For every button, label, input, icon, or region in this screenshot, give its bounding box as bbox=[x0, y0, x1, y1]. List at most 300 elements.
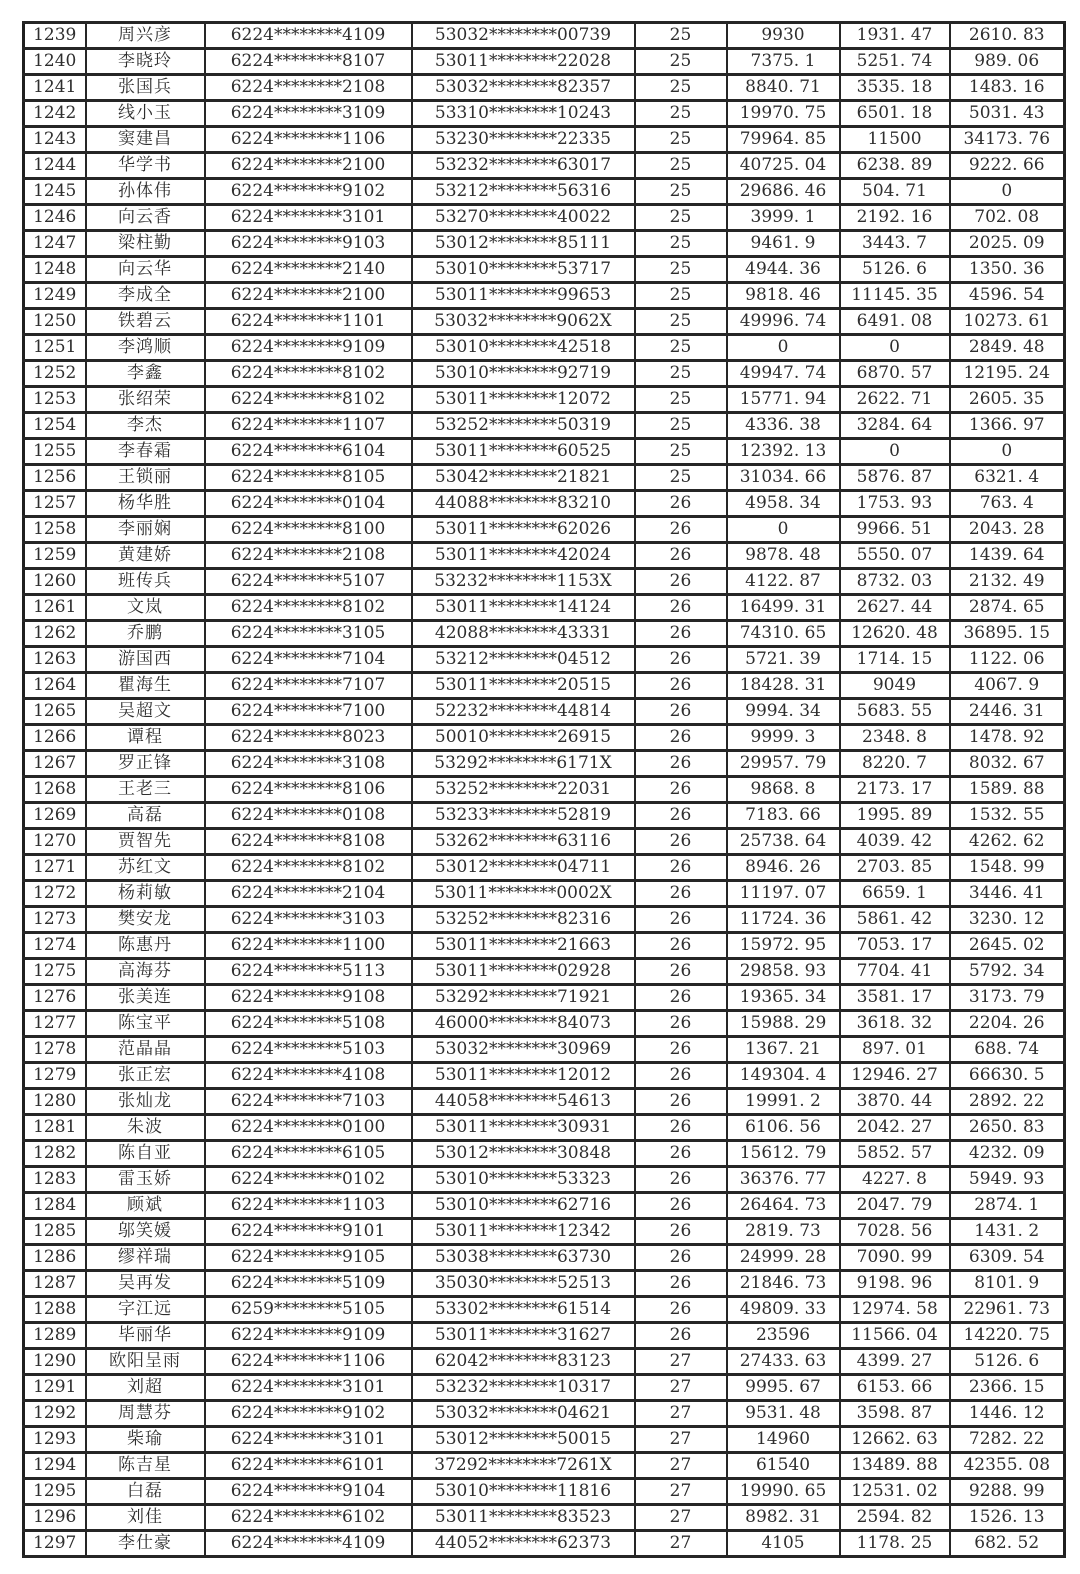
cell-name: 高磊 bbox=[86, 803, 205, 829]
cell-name: 黄建娇 bbox=[86, 543, 205, 569]
cell-index: 1293 bbox=[24, 1427, 86, 1453]
cell-amount1: 15988. 29 bbox=[727, 1011, 840, 1037]
cell-day: 26 bbox=[635, 1193, 727, 1219]
cell-name: 朱波 bbox=[86, 1115, 205, 1141]
cell-id_number: 53011********12072 bbox=[412, 387, 635, 413]
cell-name: 谭程 bbox=[86, 725, 205, 751]
cell-index: 1270 bbox=[24, 829, 86, 855]
cell-amount2: 9049 bbox=[840, 673, 950, 699]
cell-amount1: 31034. 66 bbox=[727, 465, 840, 491]
cell-day: 25 bbox=[635, 465, 727, 491]
cell-card_number: 6224********1100 bbox=[205, 933, 412, 959]
cell-amount2: 2348. 8 bbox=[840, 725, 950, 751]
cell-card_number: 6224********8107 bbox=[205, 49, 412, 75]
cell-amount2: 5550. 07 bbox=[840, 543, 950, 569]
cell-card_number: 6224********2140 bbox=[205, 257, 412, 283]
cell-amount3: 9222. 66 bbox=[950, 153, 1065, 179]
cell-id_number: 44052********62373 bbox=[412, 1531, 635, 1557]
cell-name: 张美连 bbox=[86, 985, 205, 1011]
cell-amount3: 12195. 24 bbox=[950, 361, 1065, 387]
cell-index: 1290 bbox=[24, 1349, 86, 1375]
table-row bbox=[24, 543, 1065, 569]
cell-index: 1246 bbox=[24, 205, 86, 231]
cell-amount2: 5251. 74 bbox=[840, 49, 950, 75]
cell-index: 1239 bbox=[24, 23, 86, 49]
cell-amount1: 8946. 26 bbox=[727, 855, 840, 881]
cell-index: 1249 bbox=[24, 283, 86, 309]
cell-amount2: 1995. 89 bbox=[840, 803, 950, 829]
cell-name: 线小玉 bbox=[86, 101, 205, 127]
cell-index: 1278 bbox=[24, 1037, 86, 1063]
cell-amount1: 5721. 39 bbox=[727, 647, 840, 673]
cell-amount3: 2025. 09 bbox=[950, 231, 1065, 257]
table-container bbox=[22, 21, 1066, 1558]
cell-card_number: 6224********2100 bbox=[205, 283, 412, 309]
cell-amount2: 11500 bbox=[840, 127, 950, 153]
cell-card_number: 6224********3108 bbox=[205, 751, 412, 777]
table-row bbox=[24, 569, 1065, 595]
cell-day: 25 bbox=[635, 75, 727, 101]
cell-id_number: 53252********50319 bbox=[412, 413, 635, 439]
cell-index: 1292 bbox=[24, 1401, 86, 1427]
table-row bbox=[24, 1531, 1065, 1557]
table-row bbox=[24, 777, 1065, 803]
cell-amount3: 1526. 13 bbox=[950, 1505, 1065, 1531]
cell-name: 游国西 bbox=[86, 647, 205, 673]
cell-card_number: 6224********2108 bbox=[205, 75, 412, 101]
cell-amount1: 149304. 4 bbox=[727, 1063, 840, 1089]
cell-amount2: 897. 01 bbox=[840, 1037, 950, 1063]
cell-card_number: 6224********2104 bbox=[205, 881, 412, 907]
cell-amount1: 11724. 36 bbox=[727, 907, 840, 933]
cell-index: 1263 bbox=[24, 647, 86, 673]
cell-id_number: 53011********14124 bbox=[412, 595, 635, 621]
cell-index: 1296 bbox=[24, 1505, 86, 1531]
cell-name: 瞿海生 bbox=[86, 673, 205, 699]
cell-amount1: 8840. 71 bbox=[727, 75, 840, 101]
cell-index: 1254 bbox=[24, 413, 86, 439]
table-row bbox=[24, 205, 1065, 231]
cell-amount3: 763. 4 bbox=[950, 491, 1065, 517]
cell-amount3: 66630. 5 bbox=[950, 1063, 1065, 1089]
cell-amount3: 1478. 92 bbox=[950, 725, 1065, 751]
cell-day: 26 bbox=[635, 1063, 727, 1089]
cell-name: 贾智先 bbox=[86, 829, 205, 855]
cell-day: 25 bbox=[635, 127, 727, 153]
table-row bbox=[24, 257, 1065, 283]
cell-amount1: 9994. 34 bbox=[727, 699, 840, 725]
cell-amount1: 23596 bbox=[727, 1323, 840, 1349]
cell-index: 1273 bbox=[24, 907, 86, 933]
cell-id_number: 53011********60525 bbox=[412, 439, 635, 465]
cell-index: 1241 bbox=[24, 75, 86, 101]
table-row bbox=[24, 959, 1065, 985]
cell-index: 1297 bbox=[24, 1531, 86, 1557]
cell-amount1: 79964. 85 bbox=[727, 127, 840, 153]
cell-name: 樊安龙 bbox=[86, 907, 205, 933]
cell-amount1: 15771. 94 bbox=[727, 387, 840, 413]
cell-amount2: 5861. 42 bbox=[840, 907, 950, 933]
cell-day: 26 bbox=[635, 621, 727, 647]
cell-index: 1247 bbox=[24, 231, 86, 257]
table-row bbox=[24, 699, 1065, 725]
cell-name: 陈自亚 bbox=[86, 1141, 205, 1167]
cell-card_number: 6224********8102 bbox=[205, 361, 412, 387]
cell-index: 1253 bbox=[24, 387, 86, 413]
cell-name: 毕丽华 bbox=[86, 1323, 205, 1349]
cell-amount2: 5876. 87 bbox=[840, 465, 950, 491]
cell-id_number: 53252********82316 bbox=[412, 907, 635, 933]
cell-id_number: 62042********83123 bbox=[412, 1349, 635, 1375]
cell-amount2: 2594. 82 bbox=[840, 1505, 950, 1531]
cell-name: 乔鹏 bbox=[86, 621, 205, 647]
cell-amount3: 1431. 2 bbox=[950, 1219, 1065, 1245]
cell-index: 1267 bbox=[24, 751, 86, 777]
cell-name: 李鸿顺 bbox=[86, 335, 205, 361]
cell-amount2: 4039. 42 bbox=[840, 829, 950, 855]
cell-name: 刘佳 bbox=[86, 1505, 205, 1531]
cell-index: 1289 bbox=[24, 1323, 86, 1349]
table-row bbox=[24, 491, 1065, 517]
cell-day: 26 bbox=[635, 777, 727, 803]
cell-amount3: 2610. 83 bbox=[950, 23, 1065, 49]
cell-name: 王老三 bbox=[86, 777, 205, 803]
cell-amount1: 2819. 73 bbox=[727, 1219, 840, 1245]
cell-amount2: 5852. 57 bbox=[840, 1141, 950, 1167]
cell-amount2: 13489. 88 bbox=[840, 1453, 950, 1479]
table-row bbox=[24, 1297, 1065, 1323]
cell-card_number: 6224********7104 bbox=[205, 647, 412, 673]
cell-name: 张绍荣 bbox=[86, 387, 205, 413]
cell-id_number: 53302********61514 bbox=[412, 1297, 635, 1323]
cell-day: 26 bbox=[635, 1037, 727, 1063]
cell-amount2: 7090. 99 bbox=[840, 1245, 950, 1271]
cell-card_number: 6224********6105 bbox=[205, 1141, 412, 1167]
cell-amount3: 4596. 54 bbox=[950, 283, 1065, 309]
cell-amount1: 0 bbox=[727, 517, 840, 543]
table-row bbox=[24, 1505, 1065, 1531]
cell-day: 26 bbox=[635, 543, 727, 569]
cell-day: 25 bbox=[635, 179, 727, 205]
cell-card_number: 6224********1101 bbox=[205, 309, 412, 335]
cell-day: 25 bbox=[635, 231, 727, 257]
cell-index: 1262 bbox=[24, 621, 86, 647]
cell-amount2: 5126. 6 bbox=[840, 257, 950, 283]
cell-id_number: 53012********50015 bbox=[412, 1427, 635, 1453]
cell-name: 杨华胜 bbox=[86, 491, 205, 517]
cell-amount2: 3618. 32 bbox=[840, 1011, 950, 1037]
cell-card_number: 6224********3103 bbox=[205, 907, 412, 933]
cell-amount3: 702. 08 bbox=[950, 205, 1065, 231]
cell-amount1: 21846. 73 bbox=[727, 1271, 840, 1297]
cell-amount2: 3284. 64 bbox=[840, 413, 950, 439]
cell-amount3: 8032. 67 bbox=[950, 751, 1065, 777]
cell-amount1: 11197. 07 bbox=[727, 881, 840, 907]
cell-amount3: 2849. 48 bbox=[950, 335, 1065, 361]
cell-index: 1286 bbox=[24, 1245, 86, 1271]
cell-card_number: 6224********9108 bbox=[205, 985, 412, 1011]
cell-amount3: 1548. 99 bbox=[950, 855, 1065, 881]
cell-name: 白磊 bbox=[86, 1479, 205, 1505]
cell-amount3: 3446. 41 bbox=[950, 881, 1065, 907]
cell-day: 25 bbox=[635, 257, 727, 283]
table-row bbox=[24, 101, 1065, 127]
cell-amount3: 14220. 75 bbox=[950, 1323, 1065, 1349]
cell-amount1: 29957. 79 bbox=[727, 751, 840, 777]
cell-amount1: 4336. 38 bbox=[727, 413, 840, 439]
cell-name: 张国兵 bbox=[86, 75, 205, 101]
cell-card_number: 6224********9101 bbox=[205, 1219, 412, 1245]
cell-amount1: 1367. 21 bbox=[727, 1037, 840, 1063]
cell-amount3: 2605. 35 bbox=[950, 387, 1065, 413]
cell-id_number: 53230********22335 bbox=[412, 127, 635, 153]
table-row bbox=[24, 881, 1065, 907]
cell-amount3: 1483. 16 bbox=[950, 75, 1065, 101]
cell-amount1: 14960 bbox=[727, 1427, 840, 1453]
cell-amount3: 5126. 6 bbox=[950, 1349, 1065, 1375]
cell-index: 1250 bbox=[24, 309, 86, 335]
table-row bbox=[24, 803, 1065, 829]
cell-amount2: 12531. 02 bbox=[840, 1479, 950, 1505]
cell-day: 25 bbox=[635, 23, 727, 49]
cell-amount3: 22961. 73 bbox=[950, 1297, 1065, 1323]
cell-name: 周慧芬 bbox=[86, 1401, 205, 1427]
cell-name: 顾斌 bbox=[86, 1193, 205, 1219]
cell-id_number: 53270********40022 bbox=[412, 205, 635, 231]
cell-day: 26 bbox=[635, 985, 727, 1011]
cell-amount1: 3999. 1 bbox=[727, 205, 840, 231]
cell-index: 1261 bbox=[24, 595, 86, 621]
cell-name: 高海芬 bbox=[86, 959, 205, 985]
table-row bbox=[24, 1219, 1065, 1245]
cell-day: 27 bbox=[635, 1401, 727, 1427]
table-row bbox=[24, 933, 1065, 959]
cell-card_number: 6224********9103 bbox=[205, 231, 412, 257]
cell-id_number: 53032********30969 bbox=[412, 1037, 635, 1063]
cell-amount3: 3230. 12 bbox=[950, 907, 1065, 933]
cell-name: 陈宝平 bbox=[86, 1011, 205, 1037]
cell-amount2: 3870. 44 bbox=[840, 1089, 950, 1115]
cell-amount3: 1589. 88 bbox=[950, 777, 1065, 803]
cell-card_number: 6224********8023 bbox=[205, 725, 412, 751]
cell-amount3: 5792. 34 bbox=[950, 959, 1065, 985]
cell-name: 吴再发 bbox=[86, 1271, 205, 1297]
cell-id_number: 53032********9062X bbox=[412, 309, 635, 335]
cell-amount2: 1931. 47 bbox=[840, 23, 950, 49]
cell-amount2: 8220. 7 bbox=[840, 751, 950, 777]
cell-amount1: 4105 bbox=[727, 1531, 840, 1557]
cell-id_number: 53011********0002X bbox=[412, 881, 635, 907]
cell-amount2: 9198. 96 bbox=[840, 1271, 950, 1297]
cell-amount3: 8101. 9 bbox=[950, 1271, 1065, 1297]
cell-day: 26 bbox=[635, 751, 727, 777]
cell-amount3: 1532. 55 bbox=[950, 803, 1065, 829]
cell-day: 27 bbox=[635, 1453, 727, 1479]
cell-id_number: 53010********53323 bbox=[412, 1167, 635, 1193]
cell-amount2: 6659. 1 bbox=[840, 881, 950, 907]
cell-name: 李晓玲 bbox=[86, 49, 205, 75]
cell-id_number: 53212********04512 bbox=[412, 647, 635, 673]
table-row bbox=[24, 1167, 1065, 1193]
cell-amount1: 36376. 77 bbox=[727, 1167, 840, 1193]
cell-id_number: 53011********20515 bbox=[412, 673, 635, 699]
cell-id_number: 53262********63116 bbox=[412, 829, 635, 855]
cell-index: 1288 bbox=[24, 1297, 86, 1323]
cell-index: 1244 bbox=[24, 153, 86, 179]
cell-index: 1259 bbox=[24, 543, 86, 569]
cell-card_number: 6224********5113 bbox=[205, 959, 412, 985]
cell-id_number: 53012********30848 bbox=[412, 1141, 635, 1167]
cell-index: 1272 bbox=[24, 881, 86, 907]
cell-index: 1291 bbox=[24, 1375, 86, 1401]
cell-index: 1269 bbox=[24, 803, 86, 829]
cell-amount3: 6309. 54 bbox=[950, 1245, 1065, 1271]
cell-card_number: 6224********1106 bbox=[205, 127, 412, 153]
cell-amount1: 19990. 65 bbox=[727, 1479, 840, 1505]
cell-day: 26 bbox=[635, 1115, 727, 1141]
table-row bbox=[24, 179, 1065, 205]
table-row bbox=[24, 595, 1065, 621]
cell-amount2: 2192. 16 bbox=[840, 205, 950, 231]
cell-index: 1282 bbox=[24, 1141, 86, 1167]
cell-name: 杨莉敏 bbox=[86, 881, 205, 907]
cell-index: 1287 bbox=[24, 1271, 86, 1297]
table-row bbox=[24, 309, 1065, 335]
cell-amount1: 9930 bbox=[727, 23, 840, 49]
cell-amount2: 1714. 15 bbox=[840, 647, 950, 673]
cell-card_number: 6259********5105 bbox=[205, 1297, 412, 1323]
cell-amount2: 6491. 08 bbox=[840, 309, 950, 335]
cell-amount3: 989. 06 bbox=[950, 49, 1065, 75]
cell-amount3: 9288. 99 bbox=[950, 1479, 1065, 1505]
cell-name: 陈吉星 bbox=[86, 1453, 205, 1479]
table-row bbox=[24, 1323, 1065, 1349]
cell-day: 25 bbox=[635, 361, 727, 387]
cell-amount1: 7375. 1 bbox=[727, 49, 840, 75]
cell-amount2: 12974. 58 bbox=[840, 1297, 950, 1323]
cell-name: 李鑫 bbox=[86, 361, 205, 387]
cell-id_number: 53011********12342 bbox=[412, 1219, 635, 1245]
cell-index: 1277 bbox=[24, 1011, 86, 1037]
cell-amount1: 29686. 46 bbox=[727, 179, 840, 205]
cell-card_number: 6224********9105 bbox=[205, 1245, 412, 1271]
table-row bbox=[24, 855, 1065, 881]
cell-id_number: 53011********30931 bbox=[412, 1115, 635, 1141]
cell-day: 25 bbox=[635, 413, 727, 439]
cell-name: 字江远 bbox=[86, 1297, 205, 1323]
cell-amount1: 9995. 67 bbox=[727, 1375, 840, 1401]
table-row bbox=[24, 335, 1065, 361]
cell-index: 1245 bbox=[24, 179, 86, 205]
cell-amount3: 4262. 62 bbox=[950, 829, 1065, 855]
cell-index: 1280 bbox=[24, 1089, 86, 1115]
cell-day: 26 bbox=[635, 959, 727, 985]
cell-day: 26 bbox=[635, 647, 727, 673]
cell-amount1: 29858. 93 bbox=[727, 959, 840, 985]
cell-card_number: 6224********5107 bbox=[205, 569, 412, 595]
table-row bbox=[24, 621, 1065, 647]
cell-amount2: 0 bbox=[840, 439, 950, 465]
cell-id_number: 53011********02928 bbox=[412, 959, 635, 985]
cell-card_number: 6224********7100 bbox=[205, 699, 412, 725]
cell-amount2: 12662. 63 bbox=[840, 1427, 950, 1453]
cell-amount3: 682. 52 bbox=[950, 1531, 1065, 1557]
cell-day: 26 bbox=[635, 1219, 727, 1245]
cell-amount3: 0 bbox=[950, 439, 1065, 465]
cell-id_number: 53010********42518 bbox=[412, 335, 635, 361]
cell-index: 1274 bbox=[24, 933, 86, 959]
cell-id_number: 44088********83210 bbox=[412, 491, 635, 517]
cell-amount2: 2047. 79 bbox=[840, 1193, 950, 1219]
cell-amount1: 9878. 48 bbox=[727, 543, 840, 569]
cell-index: 1294 bbox=[24, 1453, 86, 1479]
cell-day: 26 bbox=[635, 1323, 727, 1349]
cell-day: 26 bbox=[635, 1245, 727, 1271]
cell-name: 柴瑜 bbox=[86, 1427, 205, 1453]
cell-name: 王锁丽 bbox=[86, 465, 205, 491]
cell-amount2: 1178. 25 bbox=[840, 1531, 950, 1557]
cell-amount1: 27433. 63 bbox=[727, 1349, 840, 1375]
cell-card_number: 6224********8102 bbox=[205, 855, 412, 881]
cell-card_number: 6224********7107 bbox=[205, 673, 412, 699]
cell-card_number: 6224********4109 bbox=[205, 1531, 412, 1557]
table-row bbox=[24, 413, 1065, 439]
cell-amount3: 2650. 83 bbox=[950, 1115, 1065, 1141]
cell-index: 1264 bbox=[24, 673, 86, 699]
cell-amount1: 18428. 31 bbox=[727, 673, 840, 699]
cell-amount2: 1753. 93 bbox=[840, 491, 950, 517]
cell-index: 1257 bbox=[24, 491, 86, 517]
cell-amount3: 688. 74 bbox=[950, 1037, 1065, 1063]
cell-day: 25 bbox=[635, 101, 727, 127]
cell-amount2: 8732. 03 bbox=[840, 569, 950, 595]
cell-amount1: 49996. 74 bbox=[727, 309, 840, 335]
table-row bbox=[24, 1427, 1065, 1453]
cell-id_number: 35030********52513 bbox=[412, 1271, 635, 1297]
cell-day: 26 bbox=[635, 855, 727, 881]
cell-id_number: 53292********71921 bbox=[412, 985, 635, 1011]
cell-name: 李杰 bbox=[86, 413, 205, 439]
cell-day: 26 bbox=[635, 699, 727, 725]
cell-index: 1256 bbox=[24, 465, 86, 491]
cell-id_number: 53010********11816 bbox=[412, 1479, 635, 1505]
cell-day: 27 bbox=[635, 1427, 727, 1453]
cell-id_number: 44058********54613 bbox=[412, 1089, 635, 1115]
cell-amount1: 24999. 28 bbox=[727, 1245, 840, 1271]
cell-name: 张正宏 bbox=[86, 1063, 205, 1089]
cell-amount3: 1366. 97 bbox=[950, 413, 1065, 439]
table-row bbox=[24, 361, 1065, 387]
cell-id_number: 53011********31627 bbox=[412, 1323, 635, 1349]
cell-card_number: 6224********3105 bbox=[205, 621, 412, 647]
cell-amount3: 2366. 15 bbox=[950, 1375, 1065, 1401]
cell-index: 1258 bbox=[24, 517, 86, 543]
cell-id_number: 53012********85111 bbox=[412, 231, 635, 257]
cell-amount3: 2043. 28 bbox=[950, 517, 1065, 543]
cell-card_number: 6224********8100 bbox=[205, 517, 412, 543]
cell-index: 1271 bbox=[24, 855, 86, 881]
table-row bbox=[24, 1453, 1065, 1479]
cell-id_number: 53011********62026 bbox=[412, 517, 635, 543]
table-row bbox=[24, 283, 1065, 309]
cell-amount1: 7183. 66 bbox=[727, 803, 840, 829]
cell-amount2: 2627. 44 bbox=[840, 595, 950, 621]
table-row bbox=[24, 985, 1065, 1011]
cell-name: 周兴彦 bbox=[86, 23, 205, 49]
cell-card_number: 6224********5103 bbox=[205, 1037, 412, 1063]
cell-id_number: 53233********52819 bbox=[412, 803, 635, 829]
cell-id_number: 53212********56316 bbox=[412, 179, 635, 205]
